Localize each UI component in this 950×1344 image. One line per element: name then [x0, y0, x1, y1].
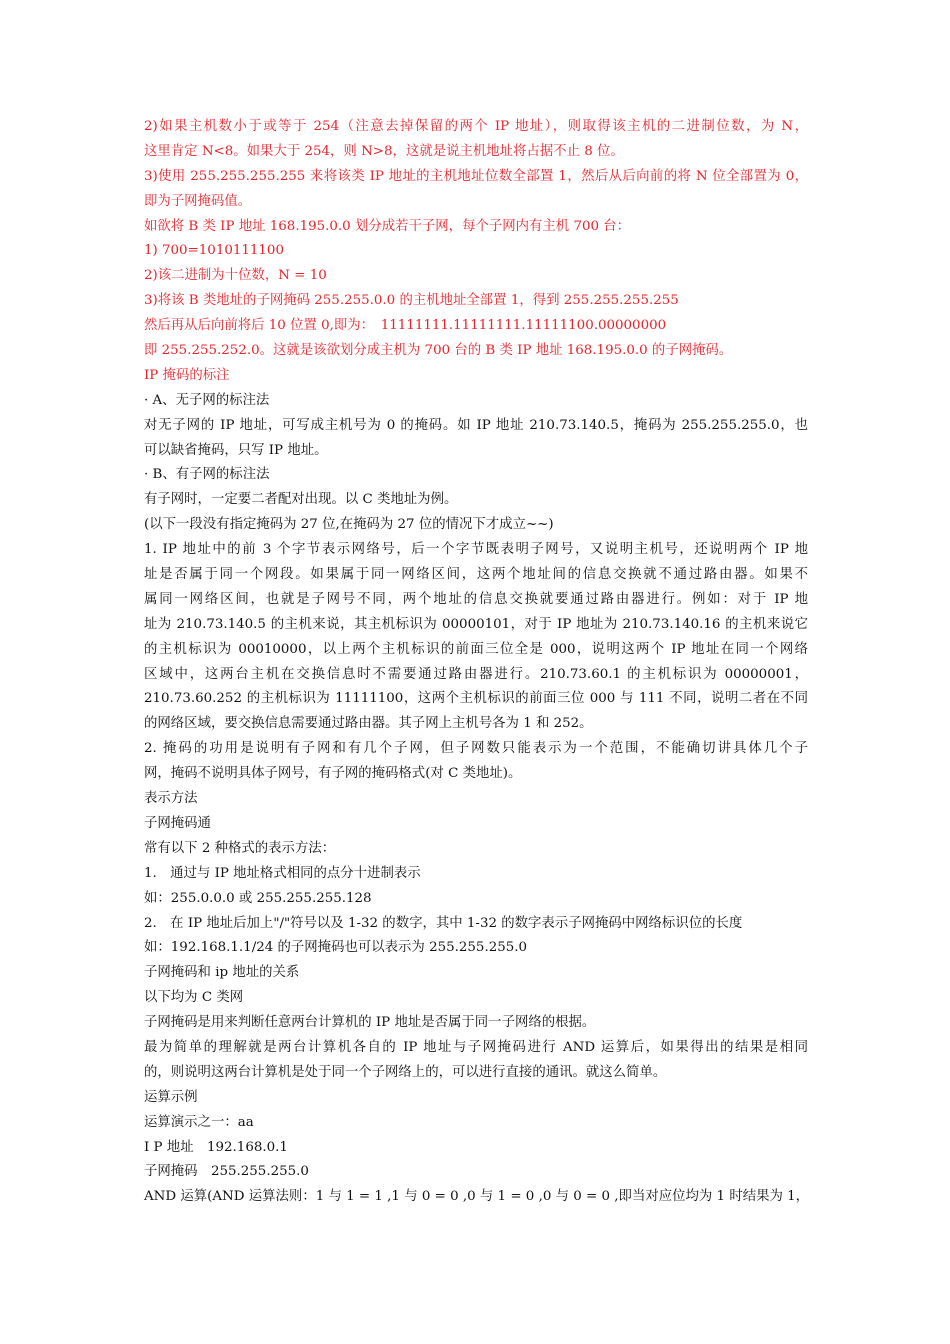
text-line: · B、有子网的标注法	[144, 467, 270, 483]
text-line: 属同一网络区间，也就是子网号不同，两个地址的信息交换就要通过路由器进行。例如：对于 IP 地	[144, 591, 808, 607]
text-line: 2)该二进制为十位数，N = 10	[144, 268, 327, 284]
text-line: 运算示例	[144, 1089, 198, 1105]
text-line: 2)如果主机数小于或等于 254（注意去掉保留的两个 IP 地址），则取得该主机的二进制位数，为 N，	[144, 119, 808, 134]
text-line: 有子网时，一定要二者配对出现。以 C 类地址为例。	[144, 492, 458, 508]
text-line: (以下一段没有指定掩码为 27 位,在掩码为 27 位的情况下才成立~~)	[144, 517, 554, 533]
text-line: 即 255.255.252.0。这就是该欲划分成主机为 700 台的 B 类 IP 地址 168.195.0.0 的子网掩码。	[144, 343, 733, 359]
text-line: 区域中，这两台主机在交换信息时不需要通过路由器进行。210.73.60.1 的主机标识为 00000001，	[144, 666, 808, 682]
text-line: 网，掩码不说明具体子网号，有子网的掩码格式(对 C 类地址)。	[144, 766, 522, 782]
text-line: 常有以下 2 种格式的表示方法：	[144, 840, 336, 856]
text-line: IP 掩码的标注	[144, 367, 230, 383]
text-line: 对无子网的 IP 地址，可写成主机号为 0 的掩码。如 IP 地址 210.73.140.5，掩码为 255.255.255.0，也	[144, 417, 808, 433]
text-line: 如欲将 B 类 IP 地址 168.195.0.0 划分成若干子网，每个子网内有主机 700 台：	[144, 218, 631, 234]
text-line: 表示方法	[144, 791, 198, 807]
text-line: 1. IP 地址中的前 3 个字节表示网络号，后一个字节既表明子网号，又说明主机号，还说明两个 IP 地	[144, 542, 808, 558]
text-line: 子网掩码 255.255.255.0	[144, 1164, 309, 1180]
text-line: 最为简单的理解就是两台计算机各自的 IP 地址与子网掩码进行 AND 运算后，如果得出的结果是相同	[144, 1039, 808, 1055]
text-line: AND 运算(AND 运算法则：1 与 1 = 1 ,1 与 0 = 0 ,0 与 1 = 0 ,0 与 0 = 0 ,即当对应位均为 1 时结果为 1，	[144, 1189, 810, 1205]
text-line: I P 地址 192.168.0.1	[144, 1139, 288, 1155]
text-line: 的主机标识为 00010000，以上两个主机标识的前面三位全是 000，说明这两个 IP 地址在同一个网络	[144, 641, 808, 657]
text-line: 如：192.168.1.1/24 的子网掩码也可以表示为 255.255.255.0	[144, 940, 528, 956]
text-line: 以下均为 C 类网	[144, 990, 244, 1006]
text-line: 可以缺省掩码，只写 IP 地址。	[144, 442, 328, 458]
text-line: 这里肯定 N<8。如果大于 254，则 N>8，这就是说主机地址将占据不止 8 位。	[144, 143, 624, 159]
text-line: 址为 210.73.140.5 的主机来说，其主机标识为 00000101，对于 IP 地址为 210.73.140.16 的主机来说它	[144, 616, 808, 632]
text-line: 址是否属于同一个网段。如果属于同一网络区间，这两个地址间的信息交换就不通过路由器。如果不	[144, 567, 808, 583]
text-line: 子网掩码是用来判断任意两台计算机的 IP 地址是否属于同一子网络的根据。	[144, 1015, 596, 1031]
text-line: 的网络区域，要交换信息需要通过路由器。其子网上主机号各为 1 和 252。	[144, 716, 593, 732]
text-line: 210.73.60.252 的主机标识为 11111100，这两个主机标识的前面三位 000 与 111 不同，说明二者在不同	[144, 691, 808, 707]
text-line: · A、无子网的标注法	[144, 392, 270, 408]
text-line: 如：255.0.0.0 或 255.255.255.128	[144, 890, 372, 906]
text-line: 即为子网掩码值。	[144, 193, 252, 209]
text-line: 1. 通过与 IP 地址格式相同的点分十进制表示	[144, 865, 421, 881]
text-line: 2. 在 IP 地址后加上"/"符号以及 1-32 的数字，其中 1-32 的数字表示子网掩码中网络标识位的长度	[144, 915, 743, 931]
document-page	[144, 115, 808, 1210]
text-line: 的，则说明这两台计算机是处于同一个子网络上的，可以进行直接的通讯。就这么简单。	[144, 1064, 667, 1080]
text-line: 3)将该 B 类地址的子网掩码 255.255.0.0 的主机地址全部置 1，得到 255.255.255.255	[144, 293, 679, 309]
text-line: 运算演示之一：aa	[144, 1114, 254, 1130]
text-line: 2. 掩码的功用是说明有子网和有几个子网，但子网数只能表示为一个范围，不能确切讲具体几个子	[144, 741, 808, 757]
text-line: 然后再从后向前将后 10 位置 0,即为： 11111111.11111111.11111100.00000000	[144, 318, 667, 334]
text-line: 1) 700=1010111100	[144, 243, 284, 259]
text-line: 3)使用 255.255.255.255 来将该类 IP 地址的主机地址位数全部置 1，然后从后向前的将 N 位全部置为 0，	[144, 168, 808, 184]
text-line: 子网掩码通	[144, 815, 211, 831]
text-line: 子网掩码和 ip 地址的关系	[144, 965, 300, 981]
